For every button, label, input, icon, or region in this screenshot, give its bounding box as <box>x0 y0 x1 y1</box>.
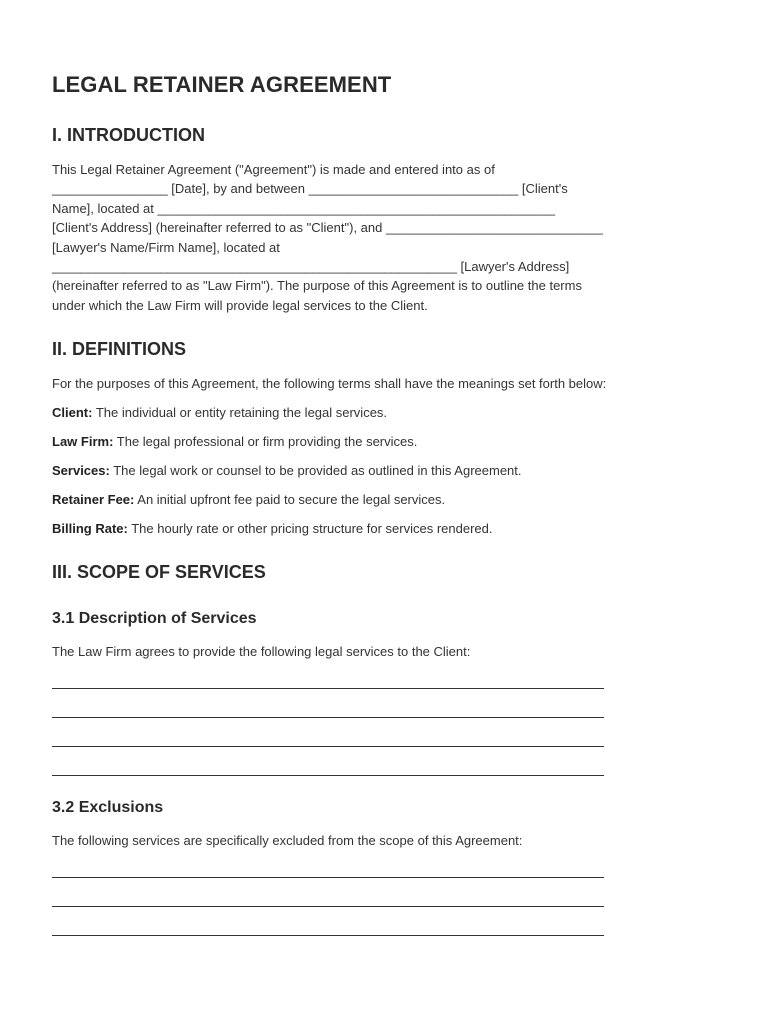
intro-line-2: ________________ [Date], by and between _____________________________ [Client's <box>52 181 568 197</box>
definition-term: Client: <box>52 405 93 420</box>
definition-text: An initial upfront fee paid to secure the legal services. <box>134 492 446 507</box>
services-blank-line[interactable] <box>52 717 604 718</box>
description-of-services-text: The Law Firm agrees to provide the following legal services to the Client: <box>52 644 471 659</box>
intro-line-5: [Lawyer's Name/Firm Name], located at <box>52 239 280 255</box>
exclusions-text: The following services are specifically excluded from the scope of this Agreement: <box>52 833 523 848</box>
exclusions-heading: 3.2 Exclusions <box>52 799 164 816</box>
definition-client <box>52 403 387 422</box>
definition-term: Law Firm: <box>52 434 114 449</box>
exclusions-blank-line[interactable] <box>52 906 604 907</box>
exclusions-blank-line[interactable] <box>52 935 604 936</box>
definition-text: The legal work or counsel to be provided as outlined in this Agreement. <box>109 463 522 478</box>
exclusions-blank-line[interactable] <box>52 877 604 878</box>
intro-line-7: (hereinafter referred to as "Law Firm"). The purpose of this Agreement is to outline the terms <box>52 278 582 294</box>
description-of-services-heading: 3.1 Description of Services <box>52 610 257 627</box>
intro-line-1: This Legal Retainer Agreement ("Agreement") is made and entered into as of <box>52 162 495 177</box>
services-blank-line[interactable] <box>52 746 604 747</box>
introduction-paragraph <box>52 160 722 315</box>
intro-line-8: under which the Law Firm will provide legal services to the Client. <box>52 297 428 313</box>
scope-heading: III. SCOPE OF SERVICES <box>52 562 266 582</box>
intro-line-4: [Client's Address] (hereinafter referred to as "Client"), and ______________________________ <box>52 220 603 236</box>
definition-text: The hourly rate or other pricing structure for services rendered. <box>127 521 493 536</box>
intro-line-6: ________________________________________________________ [Lawyer's Address] <box>52 259 570 275</box>
definition-term: Billing Rate: <box>52 521 128 536</box>
introduction-heading: I. INTRODUCTION <box>52 125 205 145</box>
definition-text: The individual or entity retaining the legal services. <box>92 405 388 420</box>
intro-line-3: Name], located at _______________________________________________________ <box>52 200 556 216</box>
services-blank-line[interactable] <box>52 688 604 689</box>
definition-term: Services: <box>52 463 110 478</box>
definition-text: The legal professional or firm providing the services. <box>113 434 418 449</box>
services-blank-line[interactable] <box>52 775 604 776</box>
document-title: LEGAL RETAINER AGREEMENT <box>52 72 392 97</box>
definition-term: Retainer Fee: <box>52 492 135 507</box>
definition-billing-rate <box>52 519 493 538</box>
definition-retainer-fee <box>52 490 445 509</box>
definitions-intro: For the purposes of this Agreement, the following terms shall have the meanings set forth below: <box>52 376 607 391</box>
definition-law-firm <box>52 432 417 451</box>
definitions-heading: II. DEFINITIONS <box>52 339 187 359</box>
definition-services <box>52 461 522 480</box>
